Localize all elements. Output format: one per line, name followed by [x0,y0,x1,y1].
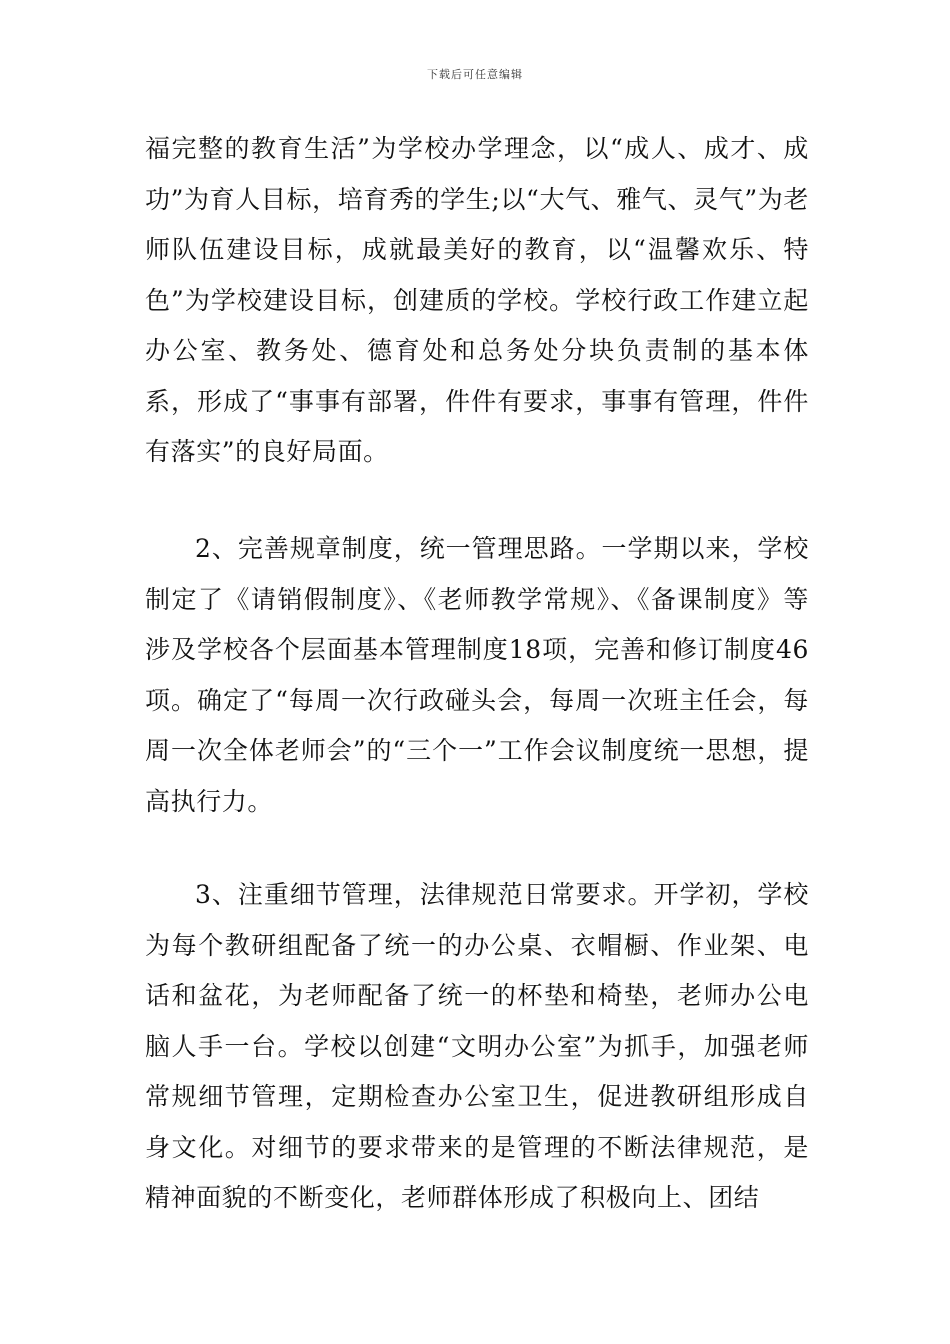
paragraph-3 [145,870,809,1224]
paragraph-2-text: 2、完善规章制度，统一管理思路。一学期以来，学校制定了《请销假制度》、《老师教学常规》、《备课制度》等涉及学校各个层面基本管理制度18项，完善和修订制度46项。确定了“每周一次行政碰头会，每周一次班主任会，每周一次全体老师会”的“三个一”工作会议制度统一思想，提高执行力。 [145,534,809,816]
paragraph-1-text: 福完整的教育生活”为学校办学理念，以“成人、成才、成功”为育人目标，培育秀的学生;以“大气、雅气、灵气”为老师队伍建设目标，成就最美好的教育，以“温馨欢乐、特色”为学校建设目标，创建质的学校。学校行政工作建立起办公室、教务处、德育处和总务处分块负责制的基本体系，形成了“事事有部署，件件有要求，事事有管理，件件有落实”的良好局面。 [145,134,809,466]
paragraph-3-text: 3、注重细节管理，法律规范日常要求。开学初，学校为每个教研组配备了统一的办公桌、衣帽橱、作业架、电话和盆花，为老师配备了统一的杯垫和椅垫，老师办公电脑人手一台。学校以创建“文明办公室”为抓手，加强老师常规细节管理，定期检查办公室卫生，促进教研组形成自身文化。对细节的要求带来的是管理的不断法律规范，是精神面貌的不断变化，老师群体形成了积极向上、团结 [145,880,809,1212]
paragraph-1 [145,124,809,478]
paragraph-2 [145,524,809,827]
page-header: 下载后可任意编辑 [427,68,523,81]
